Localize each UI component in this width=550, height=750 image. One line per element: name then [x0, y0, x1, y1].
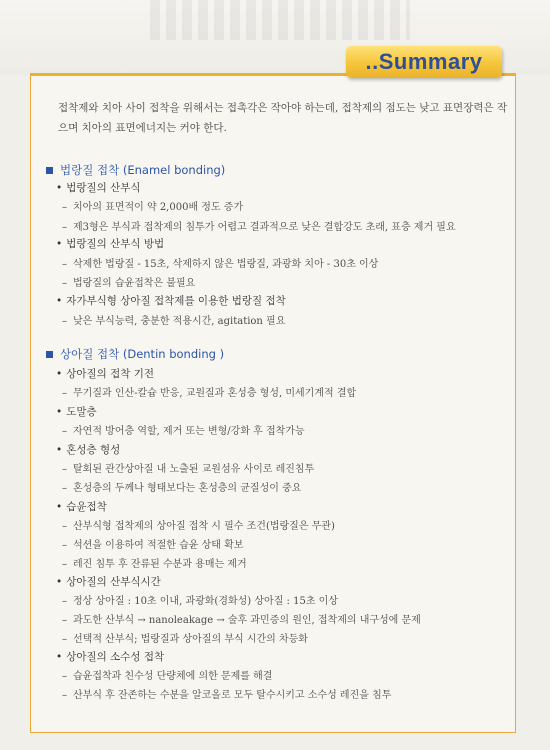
dot-icon: • [56, 444, 63, 456]
sub-item-text: 탈회된 관간상아질 내 노출된 교원섬유 사이로 레진침투 [73, 464, 315, 475]
square-bullet-icon [46, 351, 53, 358]
dash-icon: – [62, 596, 67, 607]
sub-item-text: 무기질과 인산-칼슘 반응, 교원질과 혼성층 형성, 미세기계적 결합 [73, 388, 357, 399]
dash-icon: – [62, 540, 67, 551]
sub-item-text: 제3형은 부식과 접착제의 침투가 어렵고 결과적으로 낮은 결합강도 초래, 표층 제거 필요 [73, 222, 456, 233]
sub-item-text: 자연적 방어층 역할, 제거 또는 변형/강화 후 접착가능 [73, 426, 305, 437]
intro-paragraph: 접착제와 치아 사이 접착을 위해서는 접촉각은 작아야 하는데, 접착제의 점도는 낮고 표면장력은 작으며 치아의 표면에너지는 커야 한다. [58, 102, 508, 134]
sub-item-text: 낮은 부식능력, 충분한 적용시간, agitation 필요 [73, 316, 286, 327]
dash-icon: – [62, 521, 67, 532]
sub-item-text: 석션을 이용하여 적절한 습윤 상태 확보 [73, 540, 244, 551]
bullet-item [56, 442, 120, 457]
bullet-title: 상아질의 접착 기전 [66, 368, 155, 380]
sub-item-text: 선택적 산부식; 법랑질과 상아질의 부식 시간의 차등화 [73, 634, 308, 645]
bullet-title: 법랑질의 산부식 방법 [66, 238, 165, 250]
section-heading-enamel [46, 162, 225, 178]
dash-icon: – [62, 316, 67, 327]
dash-icon: – [62, 671, 67, 682]
dash-icon: – [62, 559, 67, 570]
bullet-item [56, 649, 164, 664]
bullet-title: 상아질의 산부식시간 [66, 576, 161, 588]
sub-item [62, 630, 308, 645]
sub-item [62, 536, 243, 551]
dot-icon: • [56, 295, 63, 307]
bullet-item [56, 499, 107, 514]
sub-item-text: 삭제한 법랑질 - 15초, 삭제하지 않은 법랑질, 과광화 치아 - 30초 이상 [73, 259, 379, 270]
dot-icon: • [56, 368, 63, 380]
bullet-item [56, 293, 286, 308]
sub-item [62, 479, 301, 494]
sub-item [62, 384, 356, 399]
bullet-title: 법랑질의 산부식 [66, 182, 141, 194]
sub-item [62, 274, 195, 289]
dot-icon: • [56, 182, 63, 194]
dash-icon: – [62, 278, 67, 289]
faint-header-decoration [150, 0, 410, 40]
sub-item [62, 255, 378, 270]
dot-icon: • [56, 576, 63, 588]
sub-item-text: 레진 침투 후 잔류된 수분과 용매는 제거 [73, 559, 247, 570]
bullet-title: 자가부식형 상아질 접착제를 이용한 법랑질 접착 [66, 295, 286, 307]
sub-item [62, 611, 421, 626]
dash-icon: – [62, 388, 67, 399]
sub-item [62, 218, 456, 233]
bullet-item [56, 574, 161, 589]
dash-icon: – [62, 222, 67, 233]
summary-badge-label: ..Summary [365, 49, 483, 74]
sub-item [62, 422, 305, 437]
dash-icon: – [62, 202, 67, 213]
dash-icon: – [62, 690, 67, 701]
sub-item-text: 산부식 후 잔존하는 수분을 알코올로 모두 탈수시키고 소수성 레진을 침투 [73, 690, 392, 701]
sub-item [62, 517, 335, 532]
section-heading-text: 법랑질 접착 (Enamel bonding) [60, 163, 226, 177]
sub-item-text: 법랑질의 습윤접착은 불필요 [73, 278, 196, 289]
bullet-title: 도말층 [66, 406, 97, 418]
sub-item [62, 555, 247, 570]
bullet-item [56, 180, 141, 195]
sub-item [62, 460, 314, 475]
bullet-item [56, 236, 164, 251]
sub-item-text: 과도한 산부식 → nanoleakage → 술후 과민증의 원인, 접착제의 내구성에 문제 [73, 615, 421, 626]
sub-item [62, 312, 285, 327]
section-heading-dentin [46, 346, 224, 362]
dot-icon: • [56, 406, 63, 418]
sub-item [62, 667, 272, 682]
bullet-item [56, 404, 97, 419]
dash-icon: – [62, 615, 67, 626]
sub-item [62, 686, 391, 701]
dash-icon: – [62, 483, 67, 494]
dash-icon: – [62, 464, 67, 475]
bullet-title: 혼성층 형성 [66, 444, 121, 456]
dash-icon: – [62, 426, 67, 437]
sub-item-text: 치아의 표면적이 약 2,000배 정도 증가 [73, 202, 244, 213]
sub-item-text: 습윤접착과 친수성 단량체에 의한 문제를 해결 [73, 671, 273, 682]
sub-item-text: 정상 상아질 : 10초 이내, 과광화(경화성) 상아질 : 15초 이상 [73, 596, 338, 607]
sub-item-text: 혼성층의 두께나 형태보다는 혼성층의 균질성이 중요 [73, 483, 302, 494]
section-heading-text: 상아질 접착 (Dentin bonding ) [60, 347, 225, 361]
dash-icon: – [62, 634, 67, 645]
bullet-title: 습윤접착 [66, 501, 107, 513]
sub-item [62, 198, 243, 213]
sub-item-text: 산부식형 접착제의 상아질 접착 시 필수 조건(법랑질은 무관) [73, 521, 335, 532]
dash-icon: – [62, 259, 67, 270]
bullet-title: 상아질의 소수성 접착 [66, 651, 165, 663]
summary-badge [346, 46, 502, 78]
dot-icon: • [56, 501, 63, 513]
dot-icon: • [56, 651, 63, 663]
dot-icon: • [56, 238, 63, 250]
square-bullet-icon [46, 167, 53, 174]
bullet-item [56, 366, 154, 381]
sub-item [62, 592, 338, 607]
